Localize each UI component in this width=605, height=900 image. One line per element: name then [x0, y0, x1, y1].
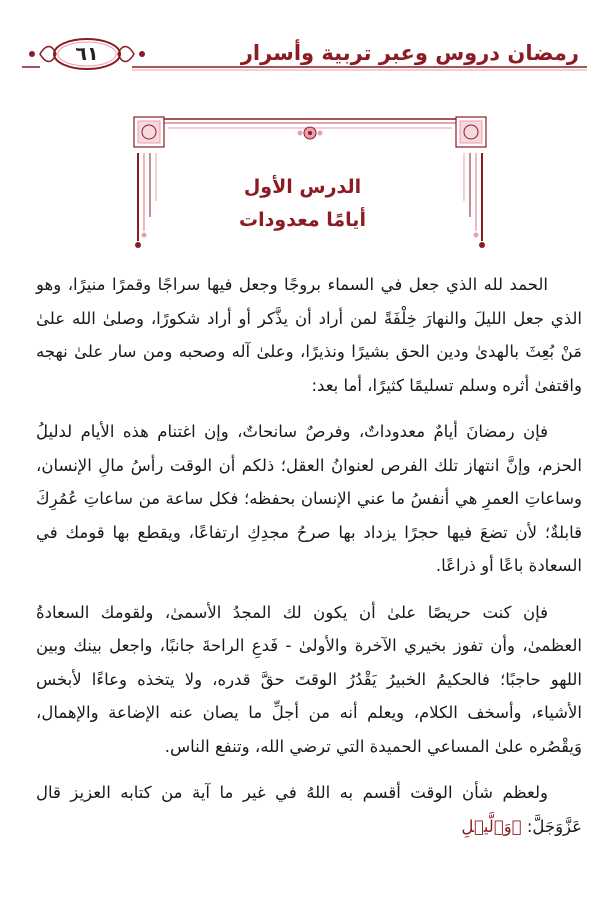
running-title: رمضان دروس وعبر تربية وأسرار	[240, 41, 579, 65]
lesson-title: الدرس الأول	[243, 176, 362, 198]
lesson-subtitle: أيامًا معدودات	[239, 209, 366, 231]
paragraph-last	[36, 776, 582, 843]
paragraph: الحمد لله الذي جعل في السماء بروجًا وجعل فيها سراجًا وقمرًا منيرًا، وهو الذي جعل الليلَ والنهارَ خِلْفَةً لمن أراد أن يذَّكر أو أراد شكورًا، وصلىٰ الله علىٰ مَنْ بُعِثَ بالهدىٰ ودين الحق بشيرًا ونذيرًا، وعلىٰ آله وصحبه ومن سار علىٰ نهجه واقتفىٰ أثره وسلم تسليمًا كثيرًا، أما بعد:	[36, 275, 582, 395]
body-text	[36, 268, 582, 843]
paragraph-text: ولعظم شأن الوقت أقسم به اللهُ في غير ما آية من كتابه العزيز قال عَزَّوَجَلَّ:	[36, 783, 582, 836]
quran-quote-start: ﴿وَٱلَّيۡلِ	[461, 816, 522, 836]
paragraph: فإن رمضانَ أيامٌ معدوداتٌ، وفرصٌ سانحاتٌ، وإن اغتنام هذه الأيام لدليلُ الحزم، وإنَّ انتهاز تلك الفرص لعنوانُ العقل؛ ذلكم أن الوقت رأسُ مالِ الإنسان، وساعاتِ العمرِ هي أنفسُ ما عني الإنسان بحفظه؛ فكل ساعة من ساعاتِ عُمُرِكَ قابلةٌ؛ لأن تضعَ فيها حجرًا يزداد بها صرحُ مجدِكِ ارتفاعًا، ويقطع بها قومك في السعادة باعًا أو ذراعًا.	[36, 422, 582, 575]
page-number: ٦١	[75, 43, 99, 65]
center-flower-icon	[298, 127, 323, 139]
running-header	[22, 34, 587, 74]
paragraph: فإن كنت حريصًا علىٰ أن يكون لك المجدُ الأسمىٰ، ولقومك السعادةُ العظمىٰ، وأن تفوز بخيري الآخرة والأولىٰ - فَدعِ الراحةَ جانبًا، واجعل بينك وبين اللهو حاجبًا؛ فالحكيمُ الخبيرُ يَقْدُرُ الوقتَ حقَّ قدره، ولا يتخذه وعاءًا لأبخس الأشياء، وأسخف الكلام، ويعلم أنه من أجلِّ ما يصان عنه الإضاعة والإهمال، وَيقْصُره علىٰ المساعي الحميدة التي ترضي الله، وتنفع الناس.	[36, 602, 582, 756]
